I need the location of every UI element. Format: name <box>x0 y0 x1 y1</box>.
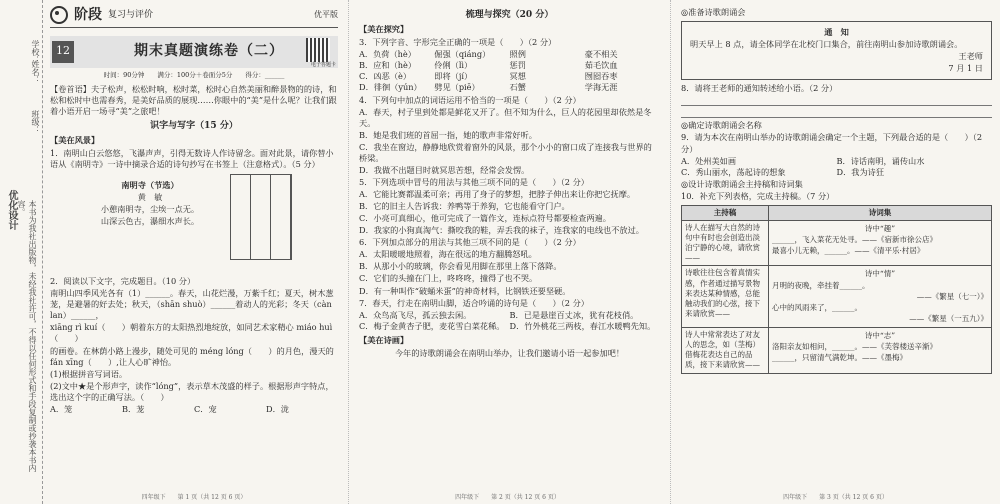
option[interactable]: D．我为诗狂 <box>836 166 885 177</box>
question-6: 6．下列加点部分的用法与其他三项不同的是（ ）（2 分） <box>359 237 581 248</box>
option[interactable]: A．春天，村子里到处都是鲜花又开了。但不知为什么，巨人的花园里却依然是冬天。 <box>359 106 652 128</box>
exam-meta: 时间：90分钟 满分：100分＋卷面分5分 得分：______ <box>103 70 285 79</box>
question-7: 7．春天，行走在南明山脚，适合吟诵的诗句是（ ）（2 分） <box>359 297 589 308</box>
copyright-note: 本书为我社出版物，未经我社许可，不得以任何形式和手段复制或抄袭本书内容。 <box>17 200 37 472</box>
q7-options <box>359 310 660 332</box>
bookmark-writing-grid[interactable] <box>230 174 292 260</box>
question-5: 5．下列选项中冒号的用法与其他三项不同的是（ ）（2 分） <box>359 176 589 187</box>
option[interactable]: B．从那小小的玻璃，你会看见用脚在那里上落下落降。 <box>359 261 562 272</box>
option[interactable]: C．秀山丽水，荡起诗的想象 <box>681 166 786 177</box>
poem-line: 山深云色古，瀑细水声长。 <box>100 216 200 227</box>
question-8: 8．请将王老师的通知转述给小语。（2 分） <box>681 83 838 94</box>
exam-title: 期末真题演练卷（二） <box>134 43 284 60</box>
q2-sub: (2)文中★是个形声字，读作“lóng”，表示草木茂盛的样子。根据形声字特点，选出这个字的正确写法。（ ） <box>50 380 334 402</box>
poem-cell[interactable]: 诗中“志” 洛阳亲友如相问，______。——《芙蓉楼送辛渐》 ______，只留清气满乾坤。——《墨梅》 <box>769 328 992 374</box>
option[interactable]: C．小亮可真细心，他可完成了一篇作文，连标点符号都要检查两遍。 <box>359 213 611 224</box>
option[interactable]: A．处州美如画 <box>681 155 737 166</box>
option[interactable]: D．竹外桃花三两枝，春江水暖鸭先知。 <box>509 320 656 331</box>
notice-body: 明天早上 8 点，请全体同学在北校门口集合，前往南明山参加诗歌朗诵会。 <box>690 39 963 50</box>
option[interactable]: B．诗话南明，诵传山水 <box>836 155 925 166</box>
option[interactable]: C．它们的头撞在门上，咚咚咚，撞得了也不哭。 <box>359 273 538 284</box>
table-row <box>682 328 992 374</box>
question-1: 1．南明山白云悠悠，飞瀑声声，引得无数诗人作诗留念。面对此景，请你替小语从《南明寺》一诗中摘录合适的诗句抄写在书签上（注意格式）。（5 分） <box>50 148 334 170</box>
option[interactable]: B．茏 <box>122 403 145 414</box>
table-header: 主持稿 <box>682 205 769 220</box>
option[interactable]: D．我家的小狗真淘气：撕咬我的鞋，弄丢我的袜子，连我家的电线也不放过。 <box>359 225 644 236</box>
poem-title: 南明寺（节选） <box>121 180 179 191</box>
question-3: 3．下列字音、字形完全正确的一项是（ ）（2 分） <box>359 37 557 48</box>
option[interactable]: D．泷 <box>266 403 289 414</box>
option[interactable]: A．众鸟高飞尽，孤云独去闲。 <box>359 309 472 320</box>
tag-explore: 【美在探究】 <box>359 24 409 35</box>
poem-line: 小憩南明寺，尘埃一点无。 <box>100 204 200 215</box>
page-footer: 四年级下 第 1 页（共 12 页 6 页） <box>141 493 247 501</box>
question-9: 9．请为本次在南明山举办的诗歌朗诵会确定一个主题，下列最合适的是（ ）（2 分） <box>681 132 983 154</box>
exam-banner <box>50 36 338 68</box>
poem-cell[interactable]: 诗中“趣” ______，飞入菜花无处寻。——《宿新市徐公店》 最喜小儿无赖，______。——《清平乐·村居》 <box>769 220 992 266</box>
school-label: 学校： <box>31 40 40 64</box>
option[interactable]: B．已是悬崖百丈冰，犹有花枝俏。 <box>509 309 639 320</box>
section-heading: 梳理与探究（20 分） <box>465 10 554 20</box>
tag-poem: 【美在诗画】 <box>359 334 409 345</box>
q2-passage: 南明山四季风光各有（1）______。春天，山花烂漫，万紫千红；夏天，树木葱茏，是避暑的好去处；秋天，（shān shuò）______着动人的光彩；冬天（càn lan）______， <box>50 288 334 321</box>
poem-author: 黄 敏 <box>137 192 163 203</box>
edition-label: 优平版 <box>314 10 338 20</box>
host-heading: ◎设计诗歌朗诵会主持稿和诗词集 <box>681 178 803 189</box>
q9-options <box>681 156 992 178</box>
table-row <box>682 220 992 266</box>
binding-margin <box>0 0 43 504</box>
notice-title: 通 知 <box>824 27 849 38</box>
column-1 <box>44 0 344 504</box>
qr-label: 电子答题卡 <box>310 61 336 68</box>
side-brand: 优化设计 <box>6 190 17 230</box>
option[interactable]: A．笼 <box>50 403 73 414</box>
qr-code-icon[interactable] <box>306 38 330 62</box>
q3-row[interactable]: B．应和（hè） 伶俐（lì） 惩罚 茹毛饮血 <box>359 60 618 71</box>
intro-text: 【卷首语】夫子松声，松松时响，松时菜，松时心自然美丽和醉景物的的诗，和松和松时中也需春秀，是美好品质的展现……你眼中的“美”是什么呢？让我们跟着小语开启一场寻“美”之旅吧！ <box>50 83 337 116</box>
prep-heading: ◎准备诗歌朗诵会 <box>681 7 746 17</box>
question-10: 10．补充下列表格，完成主持稿。（7 分） <box>681 190 835 201</box>
host-table <box>681 205 992 374</box>
page-footer: 四年级下 第 3 页（共 12 页 6 页） <box>783 493 888 501</box>
notice-sign: 王老师 <box>958 51 983 62</box>
poem-box <box>80 180 290 270</box>
option[interactable]: C．梅子金黄杏子肥，麦花雪白菜花稀。 <box>359 320 505 331</box>
column-2 <box>348 0 666 504</box>
option[interactable]: D．有一种叫作“破蛹米蛋”的神奇材料，比钢铁还要坚硬。 <box>359 285 571 296</box>
q2-options <box>50 404 338 415</box>
brand-title: 阶段 <box>74 7 102 23</box>
host-cell: 诗歌往往包含着真情实感，作者通过描写景物来表达某种情感，总能触动我们的心弦，接下来请欣赏—— <box>682 266 769 328</box>
q2-sub: (1)根据拼音写词语。 <box>50 368 128 379</box>
page-footer: 四年级下 第 2 页（共 12 页 6 页） <box>455 493 560 501</box>
target-logo-icon <box>50 6 68 24</box>
question-2: 2．阅读以下文字，完成题目。（10 分） <box>50 276 196 287</box>
q2-passage: 的画卷。在林荫小路上漫步，随处可见的 méng lóng（ ）的月色，漫天的 fán xīng（ ）,让人心旷神怡。 <box>50 345 334 367</box>
host-cell: 诗人在描写大自然的诗句中有时也会创造出淡泊宁静的心境，请欣赏—— <box>682 220 769 266</box>
option[interactable]: B．它的旧主人告诉我：养鸭等于养狗，它也能看守门户。 <box>359 201 570 212</box>
table-header: 诗词集 <box>769 205 992 220</box>
exam-number: 12 <box>52 41 74 63</box>
host-cell: 诗人中常常表达了对友人的思念，如（茎梅）借梅花表达自己的品质，接下来请欣赏—— <box>682 328 769 374</box>
option[interactable]: D．我做不出题目时就冥思苦想，经常会发愣。 <box>359 164 530 175</box>
q3-row[interactable]: C．凶恶（è） 即将（jí） 冥想 囫囵吞枣 <box>359 71 618 82</box>
class-label: 班级： <box>31 110 40 134</box>
table-row <box>682 266 992 328</box>
q3-row[interactable]: A．负荷（hè） 倔强（qiáng） 照例 豪不相关 <box>359 49 618 60</box>
tag-scenery: 【美在风景】 <box>50 134 100 145</box>
section-heading: 识字与写字（15 分） <box>150 120 238 131</box>
notice-date: 7 月 1 日 <box>948 63 983 74</box>
notice-box <box>681 21 992 80</box>
poem-intro: 今年的诗歌朗诵会在南明山举办，让我们邀请小语一起参加吧！ <box>394 347 625 358</box>
question-4: 4．下列句中加点的词语运用不恰当的一项是（ ）（2 分） <box>359 94 581 105</box>
q2-passage: xiāng rì kuí（ ）朝着东方的太阳热烈地绽放，如同艺术家精心 miáo huì（ ） <box>50 322 333 344</box>
theme-heading: ◎确定诗歌朗诵会名称 <box>681 120 762 131</box>
brand-subtitle: 复习与评价 <box>108 10 154 21</box>
page-header <box>50 6 338 28</box>
option[interactable]: C．我坐在窗边，静静地欣赏着窗外的风景，那个小小的窗口成了连接我与世界的桥梁。 <box>359 141 652 163</box>
option[interactable]: A．太阳暖暖地照着，海在很远的地方翻腾怒吼。 <box>359 249 537 260</box>
column-3 <box>670 0 1000 504</box>
poem-cell[interactable]: 诗中“情” 月明的夜晚，牵挂着______。 ——《繁星（七一）》 心中的风雨来了，______。 ——《繁星（一五九）》 <box>769 266 992 328</box>
option[interactable]: A．它能比赛都温柔可亲；再用了身子的梦想，把脖子伸出来让你把它抚摩。 <box>359 189 636 200</box>
q3-row[interactable]: D．徘徊（yún） 劈见（piē） 石蟹 学海无涯 <box>359 82 618 93</box>
name-label: 姓名： <box>31 60 40 84</box>
answer-line[interactable] <box>681 108 992 118</box>
option[interactable]: C．宠 <box>194 403 217 414</box>
answer-line[interactable] <box>681 96 992 106</box>
option[interactable]: B．她是我们班的首屈一指，她的歌声非常好听。 <box>359 129 537 140</box>
